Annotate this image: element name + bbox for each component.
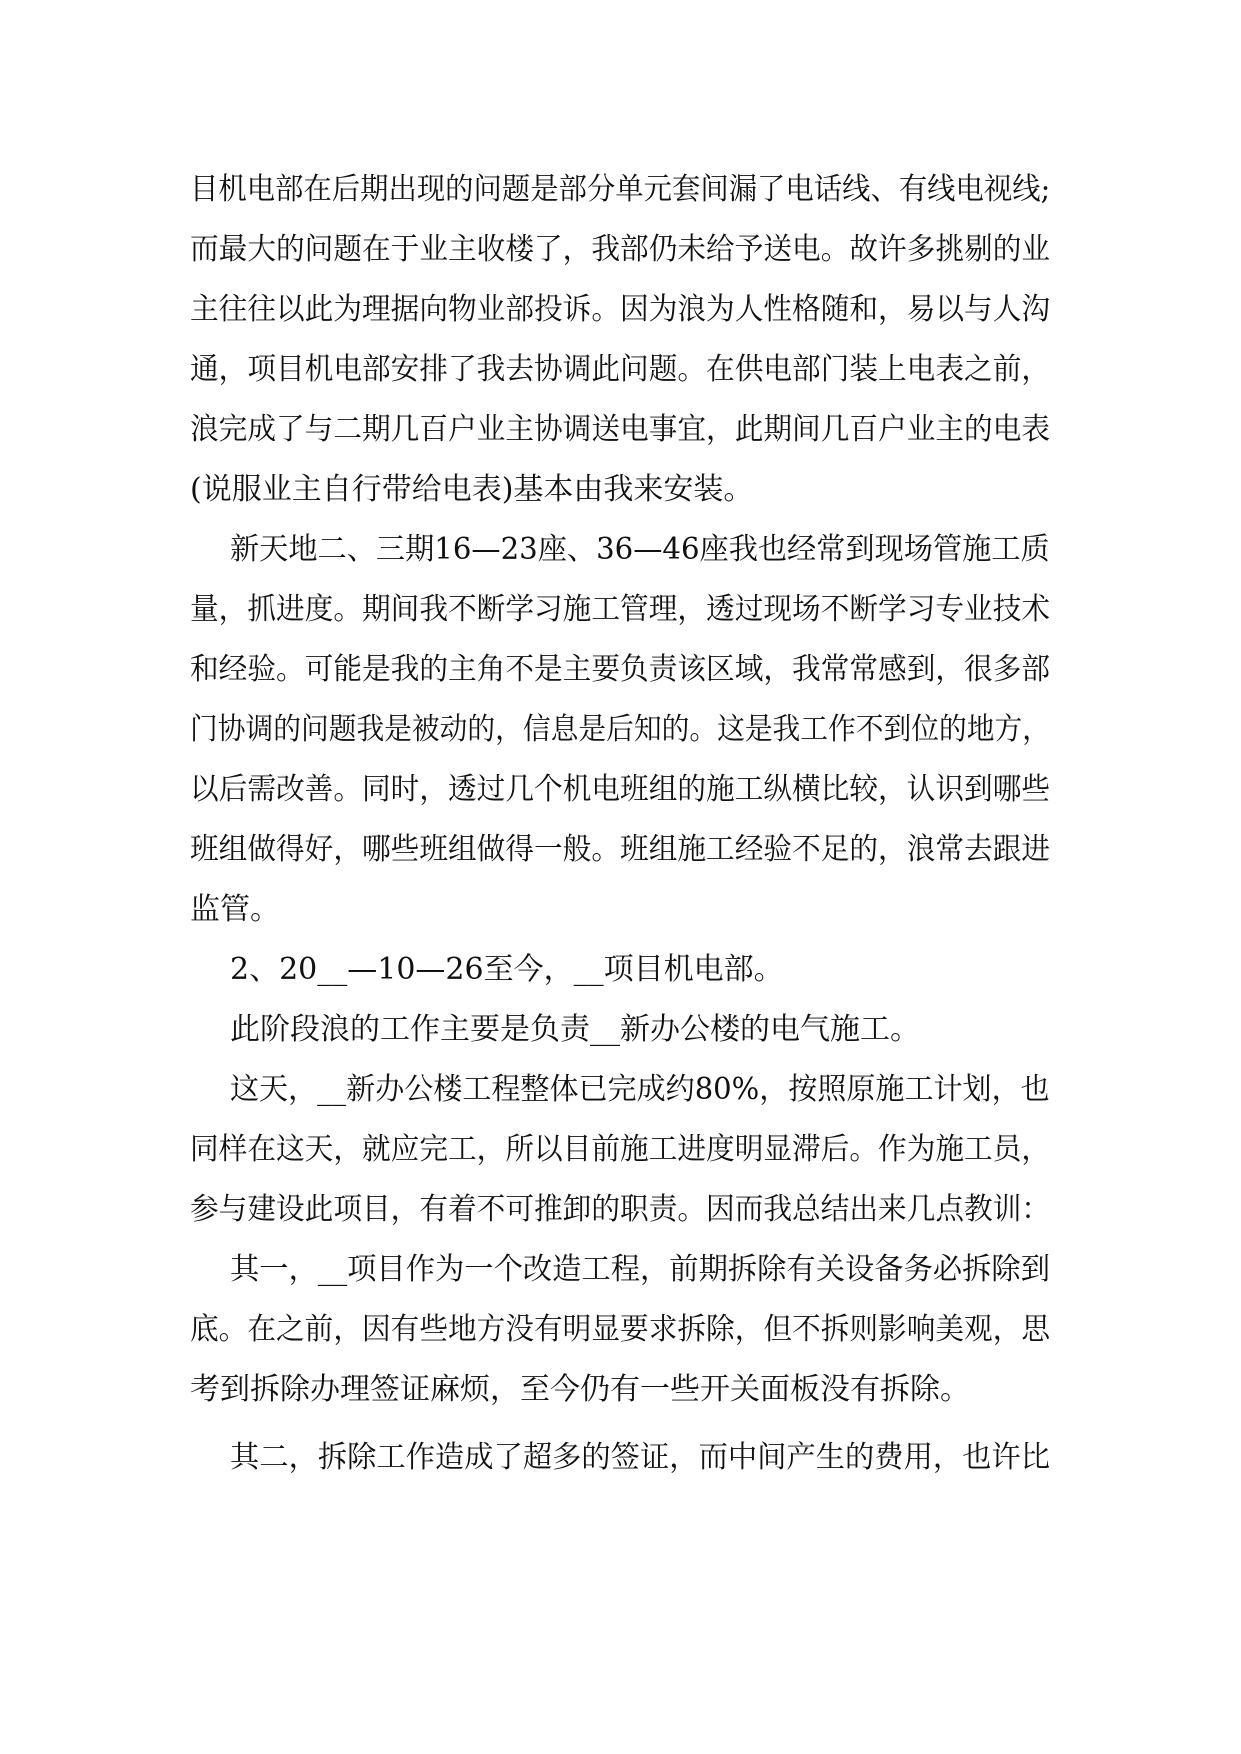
text-line: 量，抓进度。期间我不断学习施工管理，透过现场不断学习专业技术 <box>190 592 1051 627</box>
text-line: 此阶段浪的工作主要是负责__新办公楼的电气施工。 <box>230 1012 920 1047</box>
text-line: 2、20__—10—26至今，__项目机电部。 <box>230 952 784 987</box>
text-line: 这天，__新办公楼工程整体已完成约80%，按照原施工计划，也 <box>230 1072 1050 1107</box>
text-line: 其一，__项目作为一个改造工程，前期拆除有关设备务必拆除到 <box>230 1252 1051 1287</box>
text-line: 考到拆除办理签证麻烦，至今仍有一些开关面板没有拆除。 <box>190 1372 970 1407</box>
text-line: 主往往以此为理据向物业部投诉。因为浪为人性格随和，易以与人沟 <box>190 292 1051 327</box>
text-line: 和经验。可能是我的主角不是主要负责该区域，我常常感到，很多部 <box>190 652 1051 687</box>
text-line: 监管。 <box>190 892 280 927</box>
text-line: 门协调的问题我是被动的，信息是后知的。这是我工作不到位的地方， <box>190 712 1050 747</box>
text-line: 底。在之前，因有些地方没有明显要求拆除，但不拆则影响美观，思 <box>190 1312 1051 1347</box>
text-line: 新天地二、三期16—23座、36—46座我也经常到现场管施工质 <box>230 532 1050 567</box>
text-line: 目机电部在后期出现的问题是部分单元套间漏了电话线、有线电视线; <box>190 172 1051 207</box>
text-line: 班组做得好，哪些班组做得一般。班组施工经验不足的，浪常去跟进 <box>190 832 1051 867</box>
text-line: 而最大的问题在于业主收楼了，我部仍未给予送电。故许多挑剔的业 <box>190 232 1051 267</box>
text-line: (说服业主自行带给电表)基本由我来安装。 <box>190 472 754 507</box>
text-line: 同样在这天，就应完工，所以目前施工进度明显滞后。作为施工员， <box>190 1132 1051 1167</box>
text-line: 通，项目机电部安排了我去协调此问题。在供电部门装上电表之前， <box>190 352 1051 387</box>
text-line: 以后需改善。同时，透过几个机电班组的施工纵横比较，认识到哪些 <box>190 772 1051 807</box>
text-line: 参与建设此项目，有着不可推卸的职责。因而我总结出来几点教训： <box>190 1192 1051 1227</box>
text-line: 其二，拆除工作造成了超多的签证，而中间产生的费用，也许比 <box>230 1440 1051 1475</box>
text-line: 浪完成了与二期几百户业主协调送电事宜，此期间几百户业主的电表 <box>190 412 1051 447</box>
